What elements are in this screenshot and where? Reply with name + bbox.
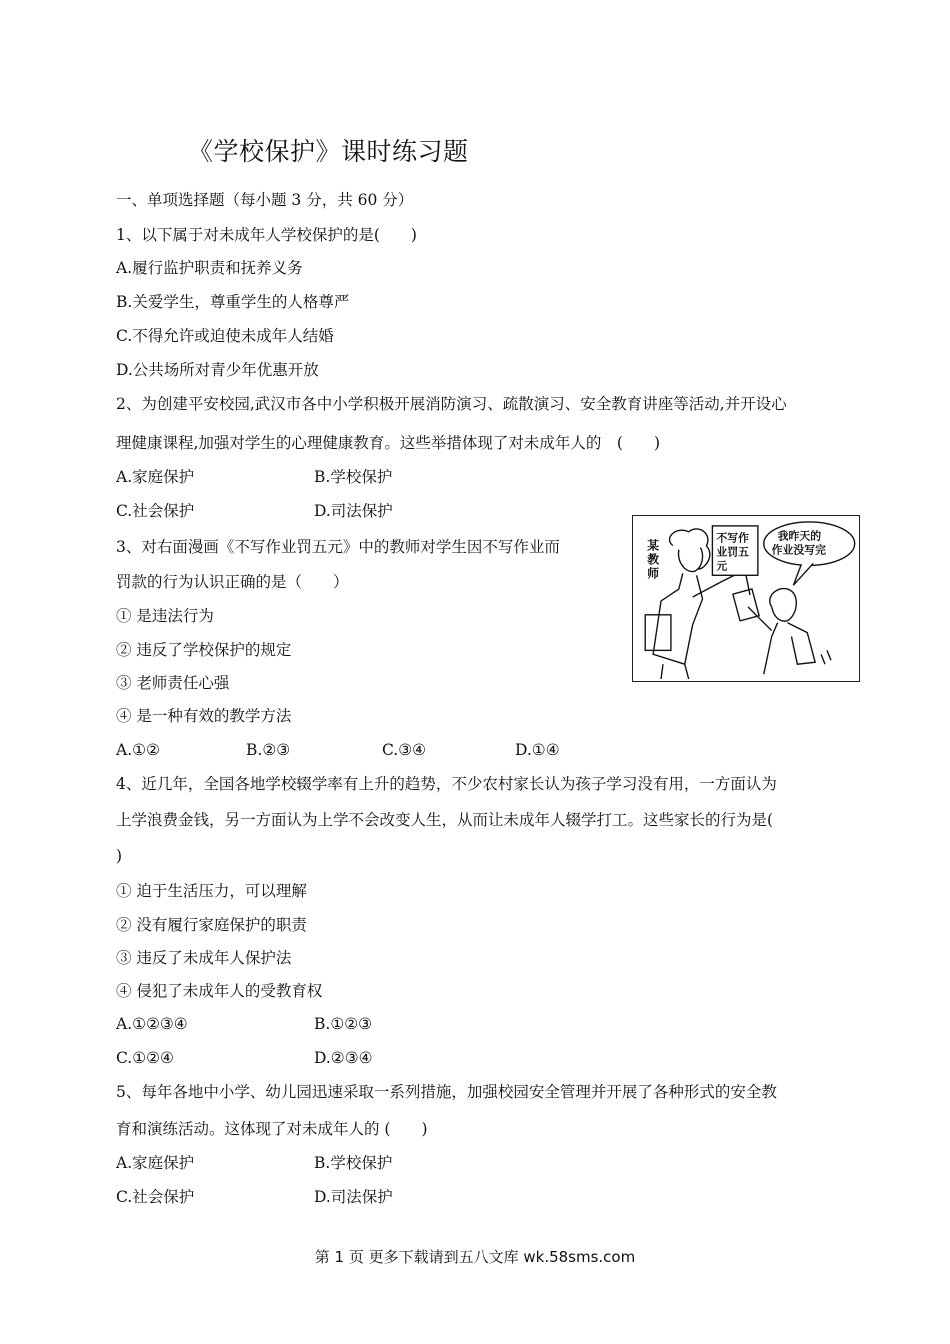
q4-stem-line2: 上学浪费金钱，另一方面认为上学不会改变人生，从而让未成年人辍学打工。这些家长的行为是(	[116, 811, 774, 829]
q3-statement-4: ④ 是一种有效的教学方法	[116, 707, 292, 725]
q3-statement-3: ③ 老师责任心强	[116, 674, 230, 692]
q2-option-a: A.家庭保护	[116, 468, 195, 486]
q4-statement-4: ④ 侵犯了未成年人的受教育权	[116, 982, 323, 1000]
q3-option-d: D.①④	[515, 741, 560, 759]
q2-option-d: D.司法保护	[314, 502, 393, 520]
teacher-label-3: 师	[647, 566, 660, 581]
q4-option-d: D.②③④	[314, 1049, 373, 1067]
q1-option-c: C.不得允许或迫使未成年人结婚	[116, 327, 334, 345]
q3-option-c: C.③④	[382, 741, 427, 759]
teacher-label-2: 教	[647, 552, 660, 567]
q5-option-c: C.社会保护	[116, 1188, 195, 1206]
section-heading: 一、单项选择题（每小题 3 分，共 60 分）	[116, 191, 414, 209]
q4-option-b: B.①②③	[314, 1015, 373, 1033]
q1-option-b: B.关爱学生，尊重学生的人格尊严	[116, 293, 350, 311]
bubble-line-2: 作业没写完	[771, 543, 827, 557]
q1-stem: 1、以下属于对未成年人学校保护的是( )	[116, 226, 417, 244]
sign-line-3: 元	[716, 559, 728, 573]
q3-option-b: B.②③	[246, 741, 291, 759]
q3-statement-2: ② 违反了学校保护的规定	[116, 641, 292, 659]
q3-stem-line2: 罚款的行为认识正确的是（ ）	[116, 573, 349, 591]
page-title: 《学校保护》课时练习题	[188, 137, 469, 166]
q4-statement-1: ① 迫于生活压力，可以理解	[116, 882, 307, 900]
sign-line-1: 不写作	[716, 531, 749, 545]
speech-bubble	[764, 522, 855, 585]
fine-sign	[712, 526, 757, 595]
bubble-line-1: 我昨天的	[777, 529, 822, 543]
sign-line-2: 业罚五	[716, 545, 749, 559]
page-footer: 第 1 页 更多下载请到五八文库 wk.58sms.com	[314, 1248, 636, 1266]
q3-option-a: A.①②	[116, 741, 160, 759]
q1-option-d: D.公共场所对青少年优惠开放	[116, 361, 319, 379]
cartoon-illustration	[632, 515, 860, 682]
q5-stem-line1: 5、每年各地中小学、幼儿园迅速采取一系列措施，加强校园安全管理并开展了各种形式的安全教	[116, 1083, 777, 1101]
q5-stem-line2: 育和演练活动。这体现了对未成年人的 ( )	[116, 1120, 428, 1138]
q4-stem-line3: )	[116, 847, 123, 865]
q4-statement-3: ③ 违反了未成年人保护法	[116, 949, 292, 967]
teacher-label	[646, 539, 659, 581]
cartoon-drawing	[633, 516, 859, 681]
q4-option-a: A.①②③④	[116, 1015, 188, 1033]
q2-option-b: B.学校保护	[314, 468, 393, 486]
q5-option-a: A.家庭保护	[116, 1154, 195, 1172]
q2-option-c: C.社会保护	[116, 502, 195, 520]
q3-statement-1: ① 是违法行为	[116, 607, 214, 625]
q1-option-a: A.履行监护职责和抚养义务	[116, 259, 303, 277]
q4-statement-2: ② 没有履行家庭保护的职责	[116, 916, 307, 934]
q2-stem-line2: 理健康课程,加强对学生的心理健康教育。这些举措体现了对未成年人的 ( )	[116, 434, 661, 452]
student-figure	[733, 589, 831, 675]
q4-stem-line1: 4、近几年，全国各地学校辍学率有上升的趋势，不少农村家长认为孩子学习没有用，一方面认为	[116, 775, 777, 793]
q5-option-d: D.司法保护	[314, 1188, 393, 1206]
q5-option-b: B.学校保护	[314, 1154, 393, 1172]
q4-option-c: C.①②④	[116, 1049, 174, 1067]
teacher-label-1: 某	[647, 538, 660, 553]
q3-stem-line1: 3、对右面漫画《不写作业罚五元》中的教师对学生因不写作业而	[116, 538, 560, 556]
q2-stem-line1: 2、为创建平安校园,武汉市各中小学积极开展消防演习、疏散演习、安全教育讲座等活动,并开设心	[116, 395, 787, 413]
